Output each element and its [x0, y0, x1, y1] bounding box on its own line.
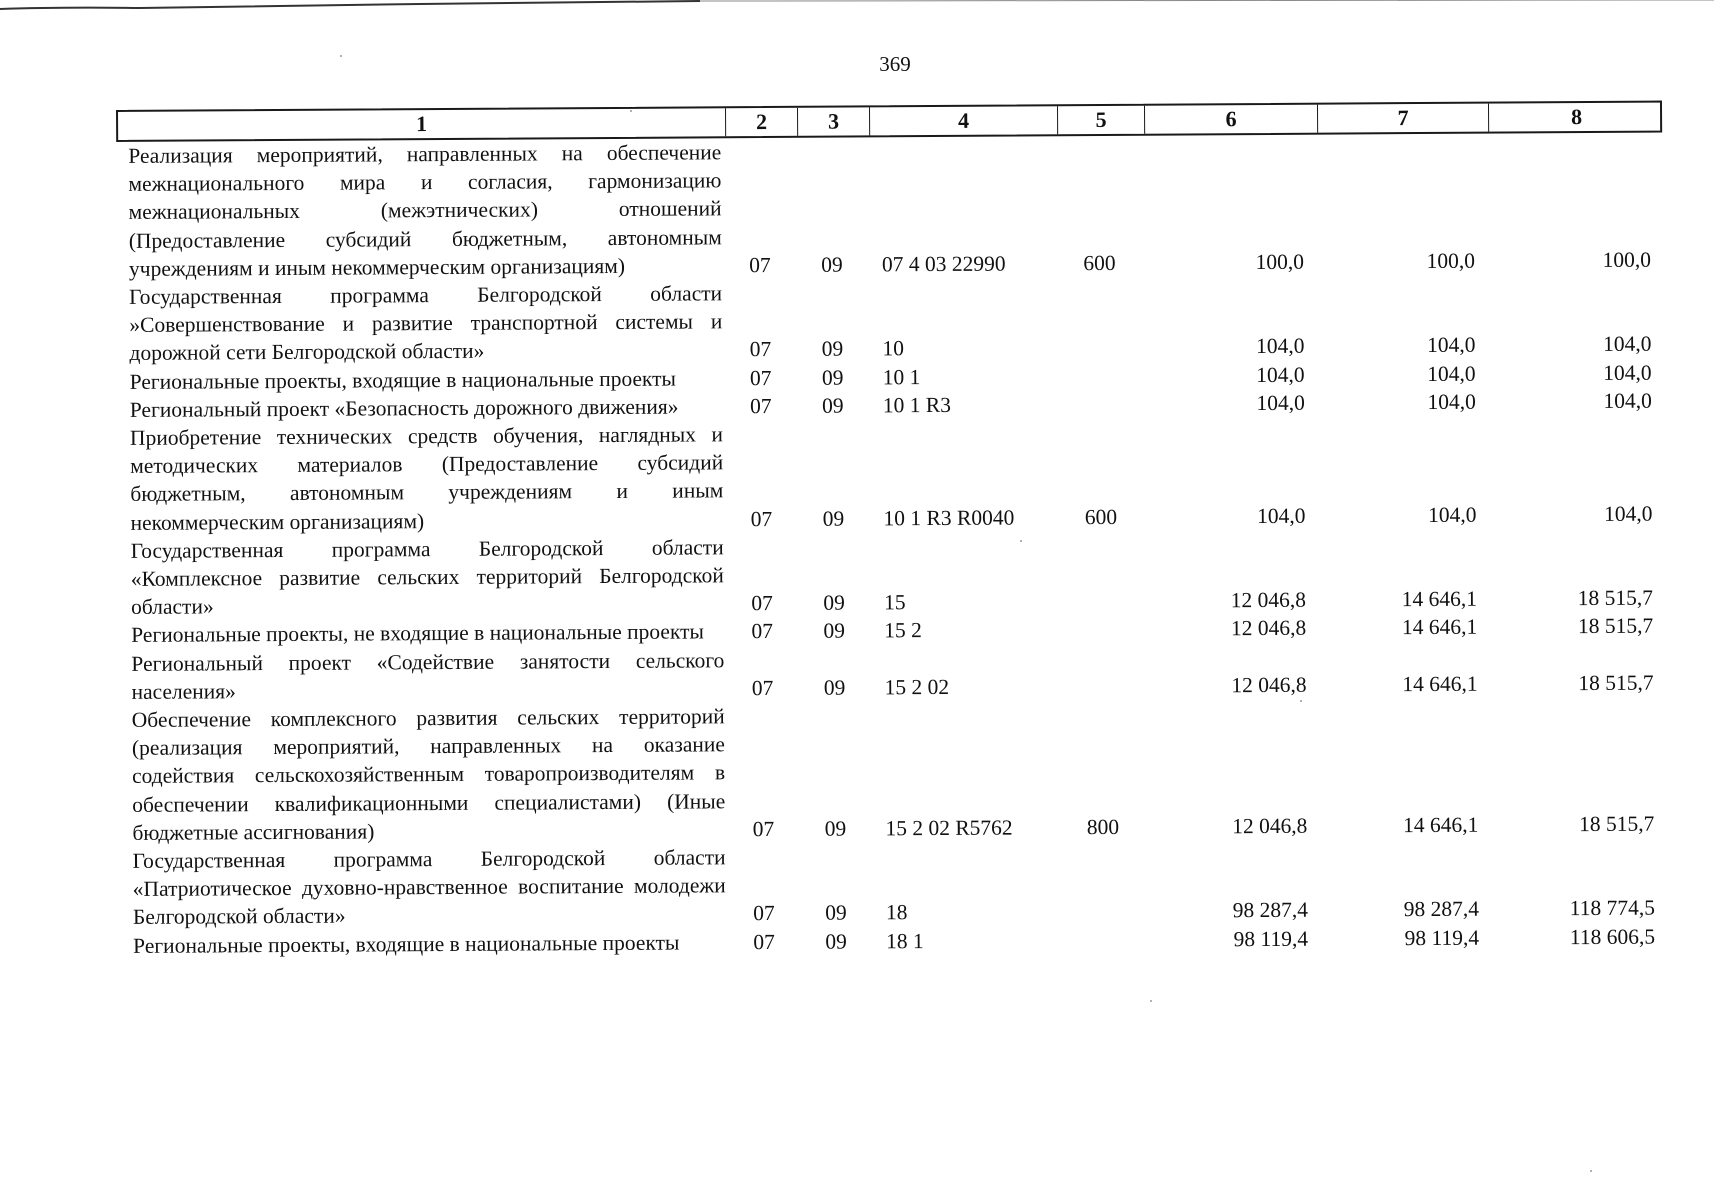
table-row — [121, 838, 1667, 932]
cell-c3: 09 — [825, 901, 847, 926]
budget-table — [116, 101, 1667, 960]
cell-c8: 18 515,7 — [1577, 614, 1654, 639]
scan-speck — [1590, 1170, 1592, 1172]
table-row — [118, 415, 1665, 537]
table-row — [119, 640, 1665, 706]
cell-c3: 09 — [822, 506, 845, 531]
row-name: Региональные проекты, входящие в национальные проекты — [129, 366, 677, 394]
row-name: Государственная программа Белгородской области «Комплексное развитие сельских территорий Белгородской области» — [130, 535, 724, 620]
cell-c2: 07 — [752, 816, 775, 841]
cell-c7: 104,0 — [1427, 389, 1476, 414]
cell-c8: 18 515,7 — [1577, 585, 1654, 611]
scan-speck — [1300, 700, 1302, 702]
cell-c7: 100,0 — [1426, 248, 1476, 273]
cell-c8: 118 774,5 — [1569, 896, 1655, 921]
cell-c7: 14 646,1 — [1403, 812, 1479, 838]
cell-c8: 104,0 — [1603, 388, 1652, 413]
table-row — [116, 133, 1663, 283]
cell-c4: 10 1 — [882, 364, 921, 389]
cell-c4: 15 — [883, 590, 906, 615]
cell-c3: 09 — [824, 816, 847, 841]
cell-c7: 14 646,1 — [1401, 586, 1478, 612]
cell-c2: 07 — [751, 619, 774, 644]
cell-c8: 100,0 — [1602, 247, 1652, 272]
cell-c7: 104,0 — [1427, 361, 1476, 386]
table-body — [116, 133, 1667, 960]
cell-c4: 18 1 — [886, 928, 924, 953]
row-name: Обеспечение комплексного развития сельских территорий (реализация мероприятий, направленных на оказание содействия сельскохозяйственным товаропроизводителям в обеспечении квалификационными специалистами) (Иные бюджетные ассигнования) — [131, 704, 726, 845]
cell-c6: 104,0 — [1256, 390, 1305, 415]
header-cell-6: 6 — [1144, 105, 1317, 134]
table-row — [120, 697, 1667, 847]
cell-c3: 09 — [823, 675, 846, 700]
row-name: Приобретение технических средств обучения, наглядных и методических материалов (Предоставление субсидий бюджетным, автономным учреждениям и иным некоммерческим организациям) — [129, 422, 724, 535]
cell-c7: 14 646,1 — [1401, 615, 1478, 640]
row-name: Региональные проекты, входящие в национальные проекты — [133, 930, 680, 958]
cell-c2: 07 — [749, 252, 771, 277]
row-name: Государственная программа Белгородской области «Патриотическое духовно-нравственное воспитание молодежи Белгородской области» — [132, 845, 726, 930]
cell-c6: 98 287,4 — [1232, 898, 1308, 923]
cell-c2: 07 — [753, 929, 775, 954]
cell-c6: 12 046,8 — [1231, 672, 1307, 698]
cell-c6: 104,0 — [1256, 362, 1305, 387]
cell-c3: 09 — [821, 252, 843, 277]
header-cell-8: 8 — [1488, 103, 1664, 132]
scan-edge-line — [0, 0, 1714, 14]
cell-c2: 07 — [753, 901, 775, 926]
cell-c5: 600 — [1083, 250, 1116, 275]
cell-c7: 98 119,4 — [1404, 925, 1480, 950]
cell-c5: 800 — [1086, 814, 1120, 839]
cell-c3: 09 — [825, 929, 847, 954]
cell-c8: 104,0 — [1603, 360, 1652, 385]
cell-c7: 104,0 — [1427, 333, 1476, 358]
cell-c2: 07 — [751, 591, 773, 616]
row-name: Государственная программа Белгородской области »Совершенствование и развитие транспортной системы и дорожной сети Белгородской области» — [129, 281, 723, 366]
row-name: Региональные проекты, не входящие в национальные проекты — [131, 619, 705, 648]
header-cell-2: 2 — [725, 108, 797, 136]
cell-c8: 18 515,7 — [1579, 811, 1655, 836]
cell-c6: 104,0 — [1256, 334, 1305, 359]
cell-c4: 07 4 03 22990 — [881, 251, 1006, 277]
cell-c3: 09 — [823, 590, 845, 615]
cell-c4: 10 — [882, 336, 905, 361]
cell-c4: 10 1 R3 — [882, 392, 951, 418]
row-name: Региональный проект «Содействие занятости сельского населения» — [131, 647, 725, 704]
cell-c7: 104,0 — [1428, 502, 1477, 527]
scan-speck — [630, 110, 632, 112]
scan-speck — [1150, 1000, 1152, 1002]
cell-c7: 98 287,4 — [1403, 897, 1479, 922]
cell-c3: 09 — [821, 336, 844, 362]
row-name: Региональный проект «Безопасность дорожного движения» — [129, 394, 679, 422]
header-cell-1: 1 — [416, 111, 428, 137]
cell-c8: 104,0 — [1603, 332, 1652, 357]
cell-c8: 118 606,5 — [1569, 924, 1656, 949]
cell-c7: 14 646,1 — [1402, 671, 1478, 697]
scan-speck — [340, 55, 342, 57]
cell-c6: 12 046,8 — [1230, 587, 1307, 613]
header-cell-3: 3 — [797, 107, 869, 135]
header-cell-4: 4 — [869, 106, 1057, 135]
cell-c4: 10 1 R3 R0040 — [883, 505, 1015, 530]
cell-c8: 18 515,7 — [1578, 670, 1654, 695]
cell-c6: 98 119,4 — [1233, 926, 1309, 951]
table-row — [117, 274, 1663, 368]
cell-c3: 09 — [821, 393, 844, 418]
header-cell-5: 5 — [1057, 106, 1144, 135]
cell-c3: 09 — [823, 619, 846, 644]
page-number: 369 — [879, 52, 911, 76]
cell-c2: 07 — [750, 506, 773, 531]
scan-speck — [1020, 540, 1022, 542]
cell-c5: 600 — [1084, 504, 1118, 529]
cell-c2: 07 — [751, 675, 774, 700]
row-name: Реализация мероприятий, направленных на обеспечение межнационального мира и согласия, гармонизацию межнациональных (межэтнических) отношений (Предоставление субсидий бюджетным, автономным учреждениям и иным некоммерческим организациям) — [128, 140, 722, 281]
cell-c3: 09 — [821, 365, 844, 390]
cell-c8: 104,0 — [1604, 501, 1653, 526]
cell-c2: 07 — [749, 337, 772, 362]
cell-c6: 12 046,8 — [1232, 813, 1308, 839]
cell-c4: 15 2 02 R5762 — [885, 815, 1013, 841]
cell-c5 — [1060, 954, 1147, 955]
cell-c2: 07 — [749, 393, 772, 418]
cell-c6: 104,0 — [1257, 503, 1306, 528]
cell-c6: 100,0 — [1255, 249, 1305, 274]
cell-c4: 15 2 — [884, 618, 922, 643]
cell-c2: 07 — [749, 365, 772, 390]
cell-c4: 18 — [885, 900, 908, 925]
header-cell-7: 7 — [1317, 104, 1488, 133]
table-row — [119, 527, 1665, 621]
cell-c6: 12 046,8 — [1230, 616, 1307, 641]
cell-c4: 15 2 02 — [884, 674, 950, 700]
